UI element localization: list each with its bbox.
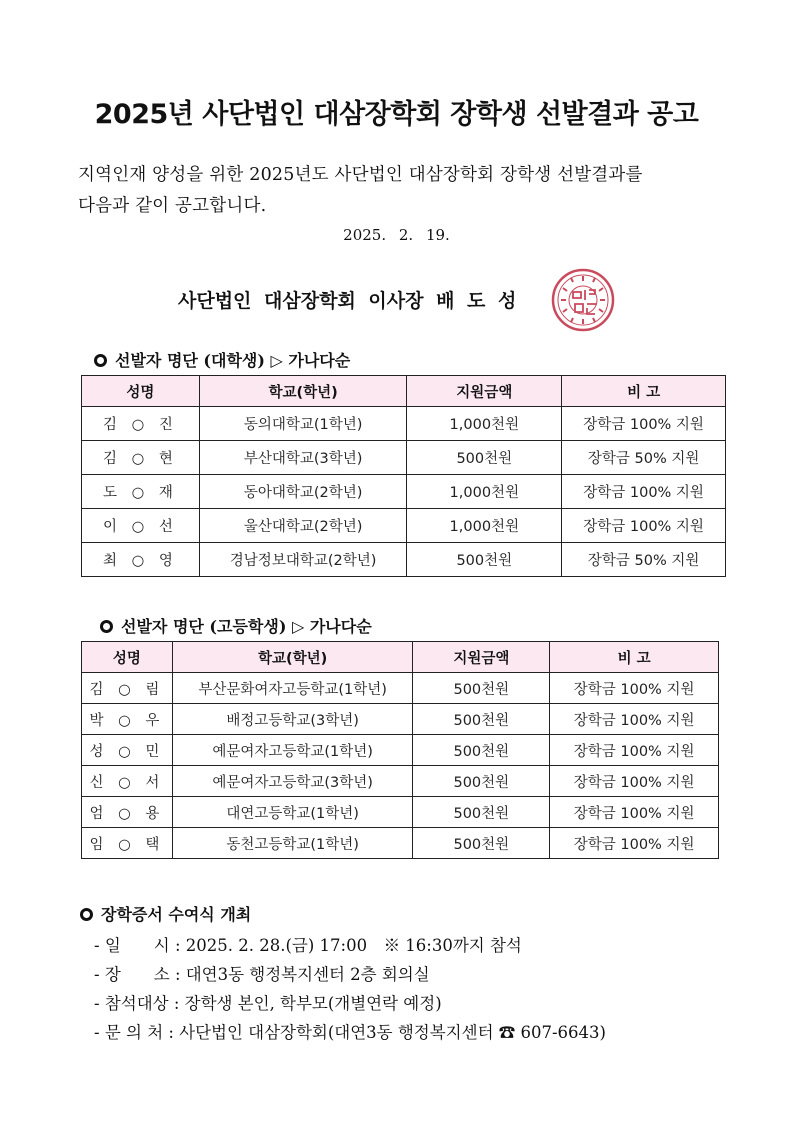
table-row — [82, 441, 726, 475]
ceremony-place: - 장 소 : 대연3동 행정복지센터 2층 회의실 — [94, 965, 430, 984]
table-row — [82, 673, 719, 704]
page-title: 2025년 사단법인 대삼장학회 장학생 선발결과 공고 — [94, 99, 699, 130]
student-name: 성 ○ 민 — [82, 735, 173, 766]
ceremony-attendees: - 참석대상 : 장학생 본인, 학부모(개별연락 예정) — [94, 994, 442, 1013]
school: 동의대학교(1학년) — [199, 407, 407, 441]
univ-section-heading — [94, 348, 350, 371]
school: 경남정보대학교(2학년) — [199, 543, 407, 577]
amount: 1,000천원 — [407, 407, 562, 441]
student-name: 김 ○ 현 — [82, 441, 200, 475]
student-name: 엄 ○ 용 — [82, 797, 173, 828]
note: 장학금 100% 지원 — [550, 673, 719, 704]
table-header-row — [82, 642, 719, 673]
school: 대연고등학교(1학년) — [172, 797, 413, 828]
table-row — [82, 828, 719, 859]
table-row — [82, 766, 719, 797]
student-name: 김 ○ 진 — [82, 407, 200, 441]
ceremony-heading-text: 장학증서 수여식 개최 — [101, 905, 252, 924]
amount: 500천원 — [413, 673, 550, 704]
student-name: 박 ○ 우 — [82, 704, 173, 735]
circle-bullet-icon — [80, 908, 93, 921]
high-selection-table — [81, 641, 719, 859]
amount: 1,000천원 — [407, 475, 562, 509]
note: 장학금 100% 지원 — [550, 735, 719, 766]
school: 부산대학교(3학년) — [199, 441, 407, 475]
school: 배정고등학교(3학년) — [172, 704, 413, 735]
header-name: 성명 — [82, 376, 200, 407]
table-row — [82, 407, 726, 441]
table-row — [82, 735, 719, 766]
signer-name: 사단법인 대삼장학회 이사장 배 도 성 — [178, 290, 517, 312]
header-note: 비 고 — [550, 642, 719, 673]
amount: 1,000천원 — [407, 509, 562, 543]
table-row — [82, 543, 726, 577]
student-name: 김 ○ 림 — [82, 673, 173, 704]
table-row — [82, 704, 719, 735]
amount: 500천원 — [413, 797, 550, 828]
note: 장학금 100% 지원 — [550, 797, 719, 828]
amount: 500천원 — [413, 704, 550, 735]
school: 예문여자고등학교(3학년) — [172, 766, 413, 797]
ceremony-contact: - 문 의 처 : 사단법인 대삼장학회(대연3동 행정복지센터 ☎ 607-6643) — [94, 1023, 606, 1042]
header-amount: 지원금액 — [407, 376, 562, 407]
note: 장학금 50% 지원 — [562, 441, 726, 475]
univ-heading-text: 선발자 명단 (대학생) ▷ 가나다순 — [115, 351, 351, 370]
school: 부산문화여자고등학교(1학년) — [172, 673, 413, 704]
circle-bullet-icon — [100, 620, 113, 633]
high-section-heading — [100, 614, 372, 637]
student-name: 임 ○ 택 — [82, 828, 173, 859]
note: 장학금 50% 지원 — [562, 543, 726, 577]
official-seal-icon — [551, 268, 615, 332]
student-name: 이 ○ 선 — [82, 509, 200, 543]
header-amount: 지원금액 — [413, 642, 550, 673]
note: 장학금 100% 지원 — [550, 828, 719, 859]
ceremony-section — [80, 902, 606, 1042]
table-row — [82, 475, 726, 509]
header-note: 비 고 — [562, 376, 726, 407]
intro-line-1: 지역인재 양성을 위한 2025년도 사단법인 대삼장학회 장학생 선발결과를 — [78, 165, 643, 185]
school: 울산대학교(2학년) — [199, 509, 407, 543]
header-school: 학교(학년) — [199, 376, 407, 407]
school: 동아대학교(2학년) — [199, 475, 407, 509]
note: 장학금 100% 지원 — [550, 766, 719, 797]
header-school: 학교(학년) — [172, 642, 413, 673]
school: 예문여자고등학교(1학년) — [172, 735, 413, 766]
table-header-row — [82, 376, 726, 407]
ceremony-date: - 일 시 : 2025. 2. 28.(금) 17:00 ※ 16:30까지 참석 — [94, 936, 522, 955]
note: 장학금 100% 지원 — [562, 475, 726, 509]
ceremony-heading — [80, 902, 251, 925]
table-row — [82, 797, 719, 828]
header-name: 성명 — [82, 642, 173, 673]
intro-line-2: 다음과 같이 공고합니다. — [78, 196, 267, 216]
note: 장학금 100% 지원 — [562, 509, 726, 543]
student-name: 최 ○ 영 — [82, 543, 200, 577]
note: 장학금 100% 지원 — [562, 407, 726, 441]
circle-bullet-icon — [94, 354, 107, 367]
amount: 500천원 — [413, 766, 550, 797]
note: 장학금 100% 지원 — [550, 704, 719, 735]
table-row — [82, 509, 726, 543]
student-name: 신 ○ 서 — [82, 766, 173, 797]
amount: 500천원 — [407, 543, 562, 577]
amount: 500천원 — [407, 441, 562, 475]
announcement-date: 2025. 2. 19. — [343, 226, 450, 244]
amount: 500천원 — [413, 828, 550, 859]
school: 동천고등학교(1학년) — [172, 828, 413, 859]
high-heading-text: 선발자 명단 (고등학생) ▷ 가나다순 — [121, 617, 372, 636]
student-name: 도 ○ 재 — [82, 475, 200, 509]
amount: 500천원 — [413, 735, 550, 766]
univ-selection-table — [81, 375, 726, 577]
intro-paragraph — [78, 160, 728, 222]
